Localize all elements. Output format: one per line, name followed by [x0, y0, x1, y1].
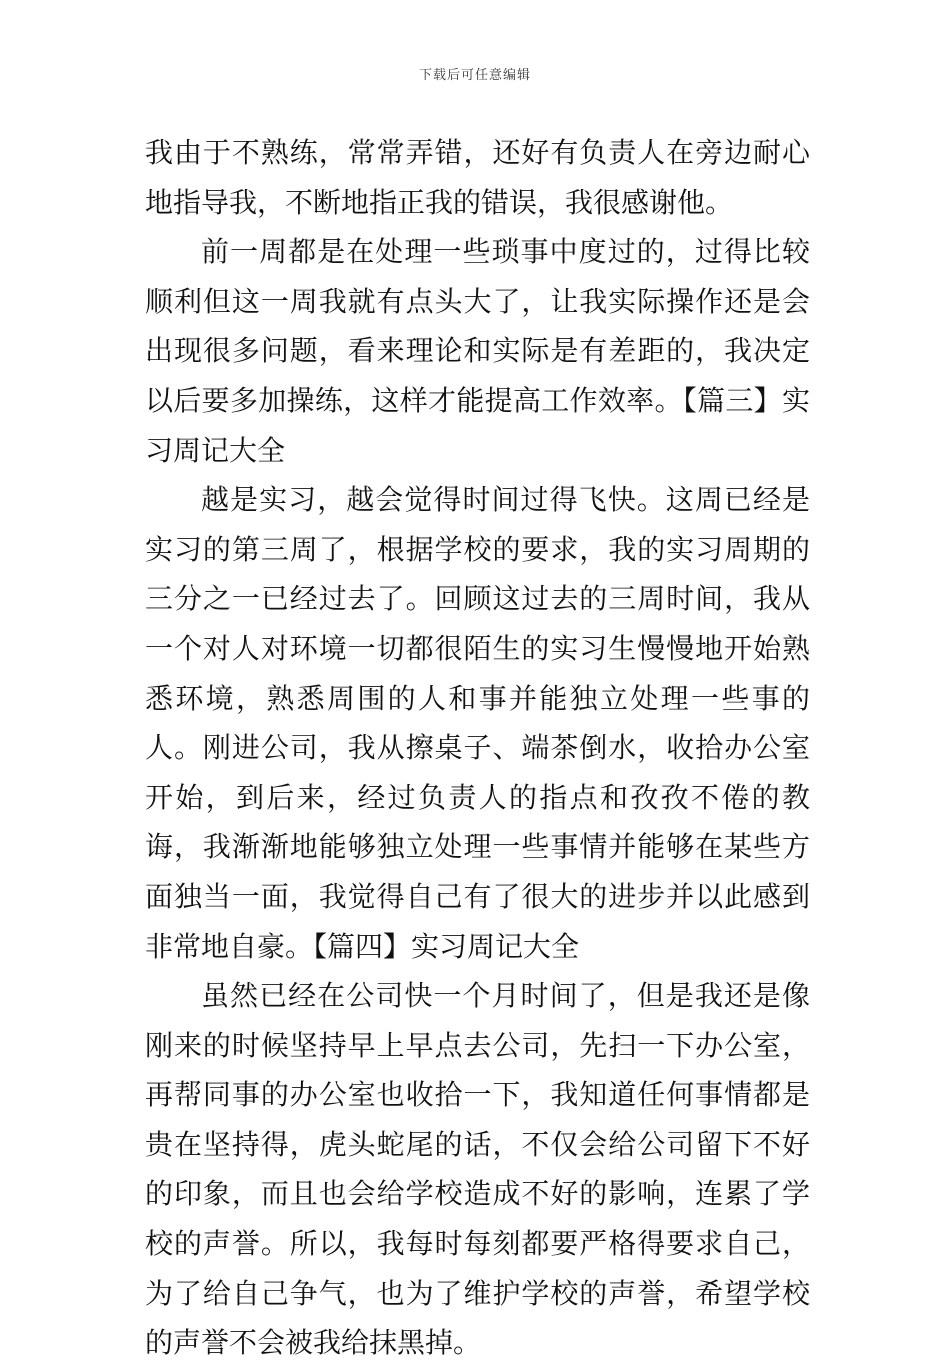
paragraph: 越是实习，越会觉得时间过得飞快。这周已经是实习的第三周了，根据学校的要求，我的实习周期的三分之一已经过去了。回顾这过去的三周时间，我从一个对人对环境一切都很陌生的实习生慢慢地开始熟悉环境，熟悉周围的人和事并能独立处理一些事的人。刚进公司，我从擦桌子、端茶倒水，收拾办公室开始，到后来，经过负责人的指点和孜孜不倦的教诲，我渐渐地能够独立处理一些事情并能够在某些方面独当一面，我觉得自己有了很大的进步并以此感到非常地自豪。【篇四】实习周记大全	[145, 483, 810, 963]
header-note: 下载后可任意编辑	[418, 68, 531, 83]
paragraph-continuation: 我由于不熟练，常常弄错，还好有负责人在旁边耐心地指导我，不断地指正我的错误，我很感谢他。	[145, 136, 810, 219]
document-body	[145, 128, 810, 1368]
paragraph: 虽然已经在公司快一个月时间了，但是我还是像刚来的时候坚持早上早点去公司，先扫一下办公室，再帮同事的办公室也收拾一下，我知道任何事情都是贵在坚持得，虎头蛇尾的话，不仅会给公司留下不好的印象，而且也会给学校造成不好的影响，连累了学校的声誉。所以，我每时每刻都要严格得要求自己，为了给自己争气，也为了维护学校的声誉，希望学校的声誉不会被我给抹黑掉。	[145, 979, 810, 1360]
paragraph: 前一周都是在处理一些琐事中度过的，过得比较顺利但这一周我就有点头大了，让我实际操作还是会出现很多问题，看来理论和实际是有差距的，我决定以后要多加操练，这样才能提高工作效率。【篇三】实习周记大全	[145, 235, 810, 467]
